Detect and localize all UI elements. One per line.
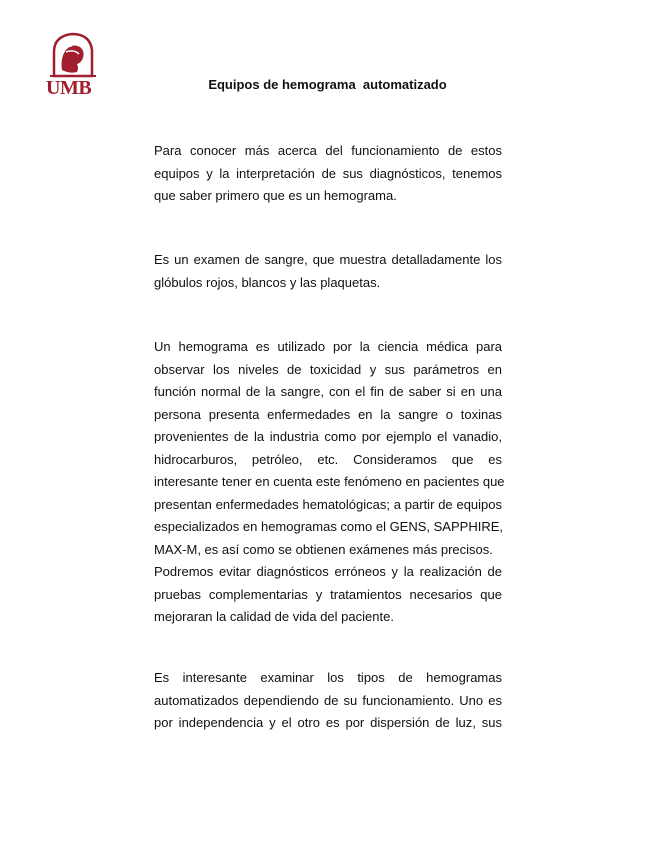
paragraph-line: Podremos evitar diagnósticos erróneos y la realización de <box>154 564 502 579</box>
paragraph-line: especializados en hemogramas como el GENS, SAPPHIRE, <box>154 519 503 534</box>
paragraph-types <box>154 667 502 735</box>
umb-crest-icon <box>44 30 102 80</box>
paragraph-line: presentan enfermedades hematológicas; a partir de equipos <box>154 496 502 512</box>
paragraph-line: glóbulos rojos, blancos y las plaquetas. <box>154 274 381 290</box>
document-title: Equipos de hemograma automatizado <box>208 77 447 92</box>
paragraph-line: pruebas complementarias y tratamientos necesarios que <box>154 586 502 602</box>
paragraph-line: hidrocarburos, petróleo, etc. Consideramos que es <box>154 451 502 467</box>
paragraph-line: por independencia y el otro es por dispersión de luz, sus <box>154 715 502 730</box>
paragraph-line: observar los niveles de toxicidad y sus parámetros en <box>154 361 502 377</box>
paragraph-line: equipos y la interpretación de sus diagnósticos, tenemos <box>154 165 502 181</box>
paragraph-line: provenientes de la industria como por ejemplo el vanadio, <box>154 429 502 444</box>
paragraph-definition <box>154 249 502 294</box>
paragraph-line: MAX-M, es así como se obtienen exámenes más precisos. <box>154 541 493 557</box>
paragraph-line: Para conocer más acerca del funcionamiento de estos <box>154 143 502 158</box>
paragraph-line: mejoraran la calidad de vida del paciente. <box>154 609 394 624</box>
paragraph-intro <box>154 140 502 208</box>
umb-logo-text: UMB <box>46 77 92 99</box>
paragraph-line: Un hemograma es utilizado por la ciencia médica para <box>154 339 502 354</box>
paragraph-line: Es un examen de sangre, que muestra detalladamente los <box>154 252 502 267</box>
paragraph-line: función normal de la sangre, con el fin de saber si en una <box>154 384 502 399</box>
paragraph-line: que saber primero que es un hemograma. <box>154 188 397 203</box>
paragraph-usage <box>154 336 505 629</box>
paragraph-line: automatizados dependiendo de su funcionamiento. Uno es <box>154 692 502 708</box>
paragraph-line: Es interesante examinar los tipos de hemogramas <box>154 670 502 685</box>
paragraph-line: interesante tener en cuenta este fenómeno en pacientes que <box>154 474 505 489</box>
paragraph-line: persona presenta enfermedades en la sangre o toxinas <box>154 406 502 422</box>
